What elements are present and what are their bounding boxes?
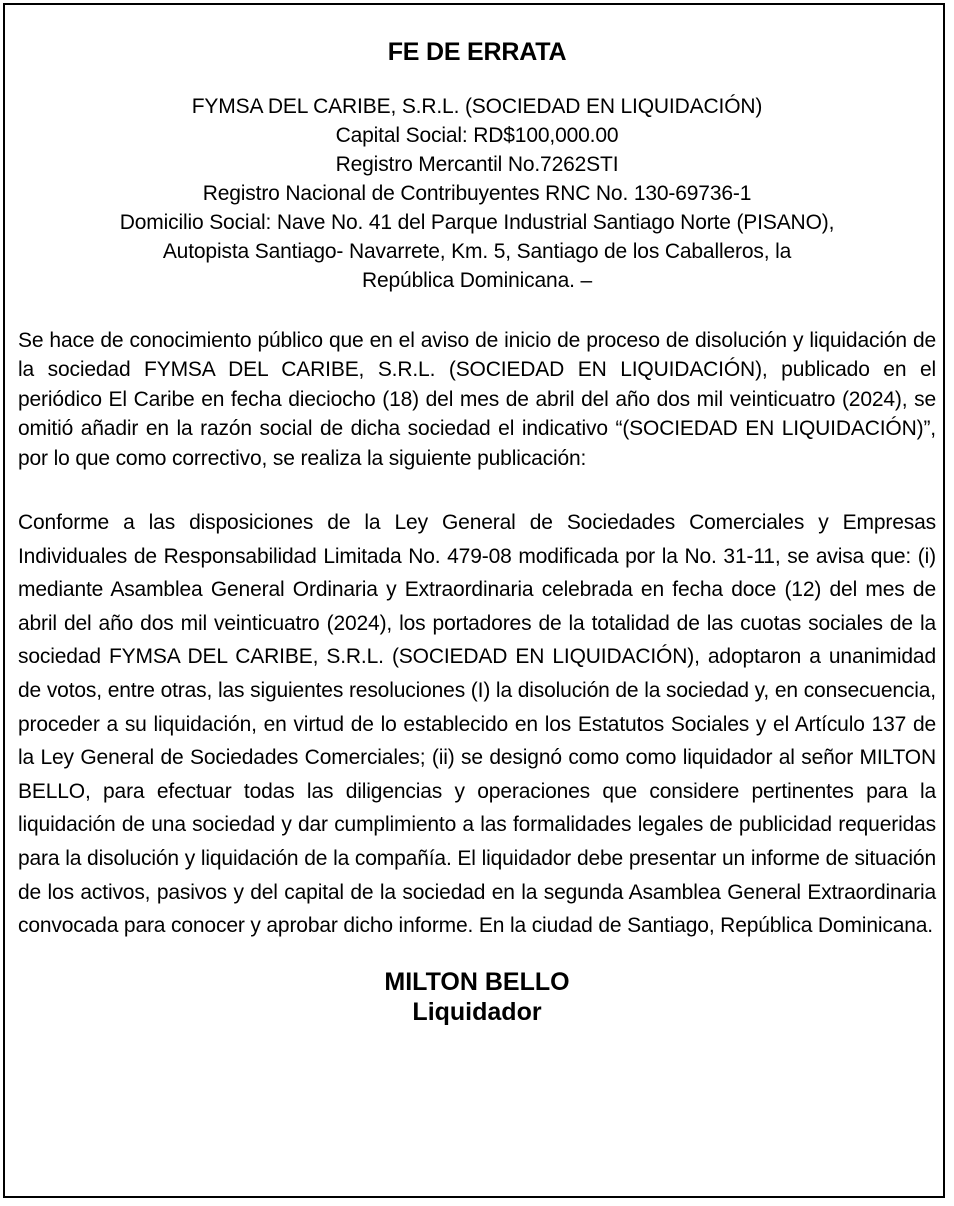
signature-role: Liquidador xyxy=(412,997,542,1026)
signature-name: MILTON BELLO xyxy=(384,967,570,996)
company-header xyxy=(18,92,936,295)
registro-mercantil-line: Registro Mercantil No.7262STI xyxy=(335,153,619,176)
company-name-line: FYMSA DEL CARIBE, S.R.L. (SOCIEDAD EN LIQUIDACIÓN) xyxy=(191,95,763,118)
rnc-line: Registro Nacional de Contribuyentes RNC No. 130-69736-1 xyxy=(202,182,752,205)
domicilio-line-1: Domicilio Social: Nave No. 41 del Parque Industrial Santiago Norte (PISANO), xyxy=(119,211,835,234)
signature-block xyxy=(18,967,936,1027)
paragraph-resolutions: Conforme a las disposiciones de la Ley General de Sociedades Comerciales y Empresas Individuales de Responsabilidad Limitada No. 479-08 modificada por la No. 31-11, se avisa que: (i) mediante Asamblea General Ordinaria y Extraordinaria celebrada en fecha doce (12) del mes de abril del año dos mil veinticuatro (2024), los portadores de la totalidad de las cuotas sociales de la sociedad FYMSA DEL CARIBE, S.R.L. (SOCIEDAD EN LIQUIDACIÓN), adoptaron a unanimidad de votos, entre otras, las siguientes resoluciones (I) la disolución de la sociedad y, en consecuencia, proceder a su liquidación, en virtud de lo establecido en los Estatutos Sociales y el Artículo 137 de la Ley General de Sociedades Comerciales; (ii) se designó como como liquidador al señor MILTON BELLO, para efectuar todas las diligencias y operaciones que considere pertinentes para la liquidación de una sociedad y dar cumplimiento a las formalidades legales de publicidad requeridas para la disolución y liquidación de la compañía. El liquidador debe presentar un informe de situación de los activos, pasivos y del capital de la sociedad en la segunda Asamblea General Extraordinaria convocada para conocer y aprobar dicho informe. En la ciudad de Santiago, República Dominicana. xyxy=(18,511,936,938)
domicilio-line-2: Autopista Santiago- Navarrete, Km. 5, Santiago de los Caballeros, la xyxy=(162,240,792,263)
domicilio-line-3: República Dominicana. – xyxy=(361,269,592,292)
paragraph-closing: El liquidador debe presentar un informe de situación de los activos, pasivos y del capital de la sociedad en la segunda Asamblea General Extraordinaria convocada para conocer y aprobar dicho informe. En la ciudad de Santiago, República Dominicana. xyxy=(18,846,936,938)
notice-content xyxy=(18,34,936,1027)
notice-title: FE DE ERRATA xyxy=(387,38,567,66)
capital-social-line: Capital Social: RD$100,000.00 xyxy=(335,124,619,147)
paragraph-errata: Se hace de conocimiento público que en el aviso de inicio de proceso de disolución y liquidación de la sociedad FYMSA DEL CARIBE, S.R.L. (SOCIEDAD EN LIQUIDACIÓN), publicado en el periódico El Caribe en fecha dieciocho (18) del mes de abril del año dos mil veinticuatro (2024), se omitió añadir en la razón social de dicha sociedad el indicativo “(SOCIEDAD EN LIQUIDACIÓN)”, por lo que como correctivo, se realiza la siguiente publicación: xyxy=(18,329,936,470)
